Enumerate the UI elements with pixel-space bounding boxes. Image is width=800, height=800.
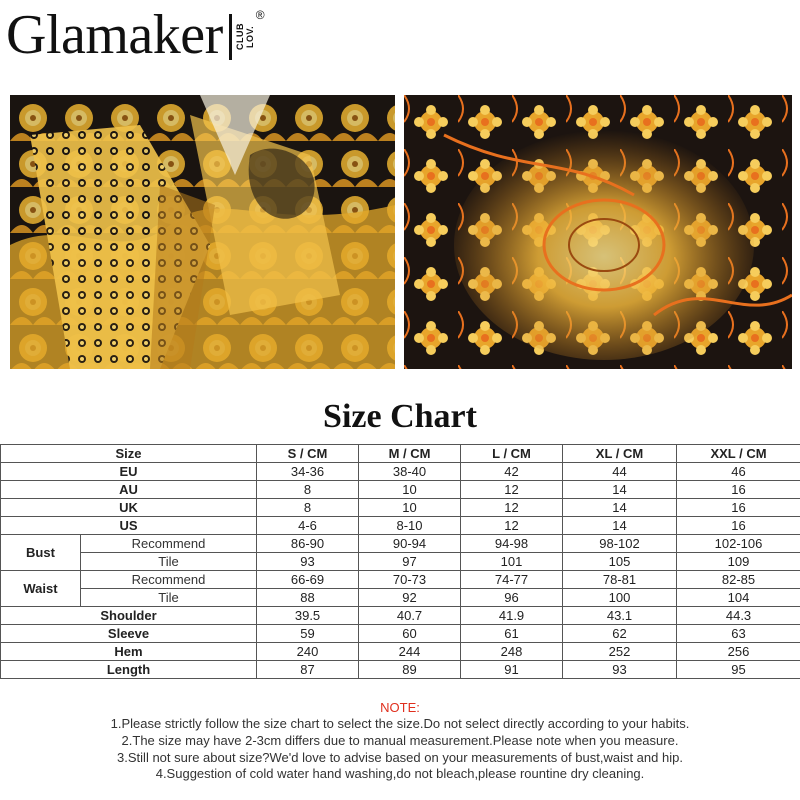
- table-cell: 8: [257, 481, 359, 499]
- table-row-au: [1, 481, 800, 499]
- brand-logo: [6, 2, 265, 68]
- table-cell: 14: [563, 499, 677, 517]
- table-cell: 240: [257, 643, 359, 661]
- table-cell: 66-69: [257, 571, 359, 589]
- table-cell: 95: [677, 661, 800, 679]
- table-row-waist-recommend: [1, 571, 800, 589]
- row-label-waist: Waist: [1, 571, 81, 607]
- table-row-eu: [1, 463, 800, 481]
- table-cell: 74-77: [461, 571, 563, 589]
- table-cell: 91: [461, 661, 563, 679]
- header-m: M / CM: [359, 445, 461, 463]
- table-cell: 93: [257, 553, 359, 571]
- table-cell: 60: [359, 625, 461, 643]
- table-cell: 12: [461, 481, 563, 499]
- table-cell: 70-73: [359, 571, 461, 589]
- table-cell: 102-106: [677, 535, 800, 553]
- table-cell: 46: [677, 463, 800, 481]
- table-row-hem: [1, 643, 800, 661]
- product-photo-fabric: [404, 95, 792, 369]
- table-cell: 104: [677, 589, 800, 607]
- row-label: EU: [1, 463, 257, 481]
- table-cell: 93: [563, 661, 677, 679]
- row-label: Shoulder: [1, 607, 257, 625]
- header-s: S / CM: [257, 445, 359, 463]
- table-cell: 63: [677, 625, 800, 643]
- header-xl: XL / CM: [563, 445, 677, 463]
- table-cell: 40.7: [359, 607, 461, 625]
- table-row-waist-tile: [1, 589, 800, 607]
- table-row-uk: [1, 499, 800, 517]
- table-row-bust-tile: [1, 553, 800, 571]
- table-cell: 12: [461, 517, 563, 535]
- note-title: NOTE:: [380, 700, 420, 715]
- table-cell: 8: [257, 499, 359, 517]
- baroque-print-collar-image: [10, 95, 395, 369]
- sub-label: Recommend: [81, 571, 257, 589]
- table-cell: 100: [563, 589, 677, 607]
- size-chart-title: Size Chart: [323, 398, 477, 435]
- row-label: Length: [1, 661, 257, 679]
- table-cell: 88: [257, 589, 359, 607]
- table-cell: 10: [359, 481, 461, 499]
- table-row-sleeve: [1, 625, 800, 643]
- table-cell: 248: [461, 643, 563, 661]
- table-cell: 34-36: [257, 463, 359, 481]
- table-cell: 16: [677, 517, 800, 535]
- row-label: UK: [1, 499, 257, 517]
- header-l: L / CM: [461, 445, 563, 463]
- sub-label: Recommend: [81, 535, 257, 553]
- table-cell: 62: [563, 625, 677, 643]
- header-xxl: XXL / CM: [677, 445, 800, 463]
- table-cell: 16: [677, 481, 800, 499]
- table-cell: 89: [359, 661, 461, 679]
- table-cell: 92: [359, 589, 461, 607]
- table-cell: 16: [677, 499, 800, 517]
- table-cell: 14: [563, 481, 677, 499]
- registered-mark: ®: [255, 8, 265, 22]
- table-cell: 14: [563, 517, 677, 535]
- table-cell: 256: [677, 643, 800, 661]
- table-cell: 82-85: [677, 571, 800, 589]
- table-cell: 61: [461, 625, 563, 643]
- table-cell: 44.3: [677, 607, 800, 625]
- row-label: Sleeve: [1, 625, 257, 643]
- header-size: Size: [1, 445, 257, 463]
- table-cell: 44: [563, 463, 677, 481]
- row-label: AU: [1, 481, 257, 499]
- table-cell: 94-98: [461, 535, 563, 553]
- table-cell: 87: [257, 661, 359, 679]
- table-cell: 59: [257, 625, 359, 643]
- table-cell: 105: [563, 553, 677, 571]
- table-cell: 12: [461, 499, 563, 517]
- brand-tagline: CLUB LOV.: [234, 23, 255, 51]
- table-cell: 98-102: [563, 535, 677, 553]
- table-row-us: [1, 517, 800, 535]
- table-cell: 78-81: [563, 571, 677, 589]
- table-cell: 86-90: [257, 535, 359, 553]
- row-label: Hem: [1, 643, 257, 661]
- row-label: US: [1, 517, 257, 535]
- row-label-bust: Bust: [1, 535, 81, 571]
- note-item-1: 1.Please strictly follow the size chart to select the size.Do not select directly according to your habits.: [110, 716, 690, 731]
- sub-label: Tile: [81, 589, 257, 607]
- size-chart-table: [0, 444, 800, 679]
- table-cell: 97: [359, 553, 461, 571]
- baroque-print-fabric-image: [404, 95, 792, 369]
- table-cell: 101: [461, 553, 563, 571]
- table-cell: 4-6: [257, 517, 359, 535]
- table-row-length: [1, 661, 800, 679]
- table-cell: 8-10: [359, 517, 461, 535]
- note-item-4: 4.Suggestion of cold water hand washing,do not bleach,please rountine dry cleaning.: [155, 766, 645, 781]
- note-item-2: 2.The size may have 2-3cm differs due to manual measurement.Please note when you measure.: [121, 733, 679, 748]
- table-cell: 41.9: [461, 607, 563, 625]
- brand-name: Glamaker: [6, 4, 223, 66]
- table-cell: 10: [359, 499, 461, 517]
- table-row-shoulder: [1, 607, 800, 625]
- table-cell: 109: [677, 553, 800, 571]
- table-cell: 43.1: [563, 607, 677, 625]
- table-cell: 252: [563, 643, 677, 661]
- table-cell: 244: [359, 643, 461, 661]
- table-cell: 38-40: [359, 463, 461, 481]
- note-item-3: 3.Still not sure about size?We'd love to advise based on your measurements of bust,waist and hip.: [117, 750, 683, 765]
- sub-label: Tile: [81, 553, 257, 571]
- product-photo-collar: [10, 95, 395, 369]
- table-cell: 90-94: [359, 535, 461, 553]
- table-cell: 42: [461, 463, 563, 481]
- table-cell: 39.5: [257, 607, 359, 625]
- brand-divider: [229, 14, 232, 60]
- table-cell: 96: [461, 589, 563, 607]
- table-header-row: [1, 445, 800, 463]
- table-row-bust-recommend: [1, 535, 800, 553]
